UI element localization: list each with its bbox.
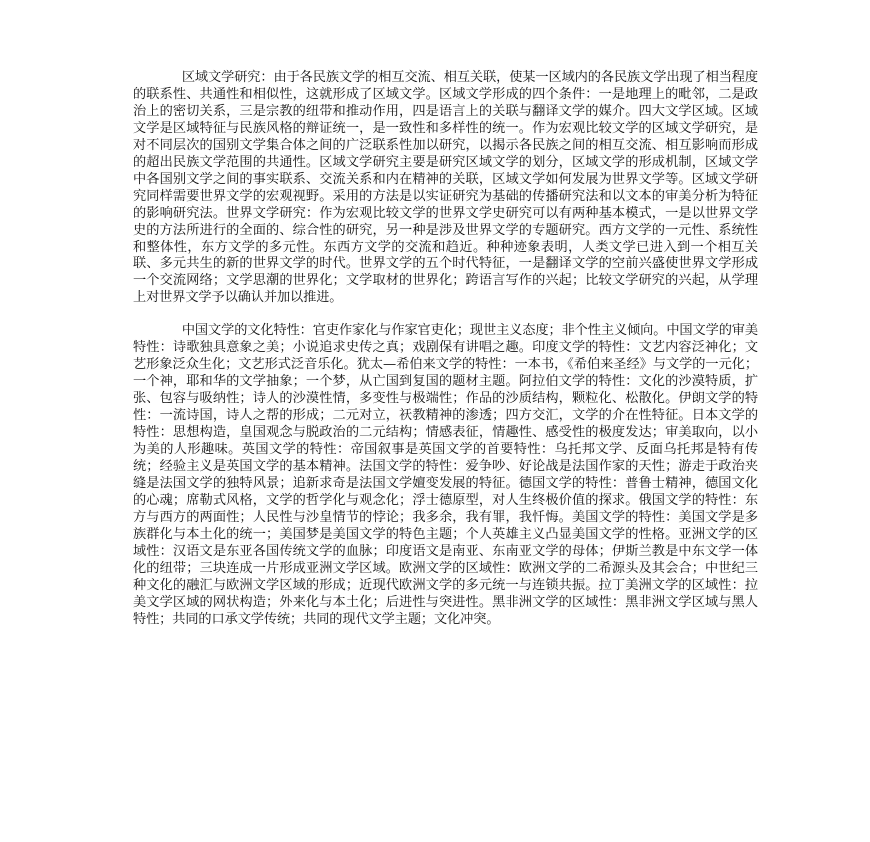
- document-page: [133, 70, 758, 629]
- paragraph-national-literature-traits: 中国文学的文化特性：官吏作家化与作家官吏化；现世主义态度；非个性主义倾向。中国文学的审美特性：诗歌独具意象之美；小说追求史传之真；戏剧保有讲唱之趣。印度文学的特性：文艺内容泛神化；文艺形象泛众生化；文艺形式泛音乐化。犹太—希伯来文学的特性：一本书，《希伯来圣经》与文学的一元化；一个神，耶和华的文学抽象；一个梦，从亡国到复国的题材主题。阿拉伯文学的特性：文化的沙漠特质，扩张、包容与吸纳性；诗人的沙漠性情，多变性与极端性；作品的沙质结构，颗粒化、松散化。伊朗文学的特性：一流诗国，诗人之帮的形成；二元对立，祆教精神的渗透；四方交汇，文学的介在性特征。日本文学的特性：思想构造，皇国观念与脱政治的二元结构；情感表征，情趣性、感受性的极度发达；审美取向，以小为美的人形趣味。英国文学的特性：帝国叙事是英国文学的首要特性：乌托邦文学、反面乌托邦是特有传统；经验主义是英国文学的基本精神。法国文学的特性：爱争吵、好论战是法国作家的天性；游走于政治夹缝是法国文学的独特风景；追新求奇是法国文学嬗变发展的特征。德国文学的特性：普鲁士精神，德国文化的心魂；席勒式风格，文学的哲学化与观念化；浮士德原型，对人生终极价值的探求。俄国文学的特性：东方与西方的两面性；人民性与沙皇情节的悖论；我多余，我有罪，我忏悔。美国文学的特性：美国文学是多族群化与本土化的统一；美国梦是美国文学的特色主题；个人英雄主义凸显美国文学的性格。亚洲文学的区域性：汉语文是东亚各国传统文学的血脉；印度语文是南亚、东南亚文学的母体；伊斯兰教是中东文学一体化的纽带；三块连成一片形成亚洲文学区域。欧洲文学的区域性：欧洲文学的二希源头及其会合；中世纪三种文化的融汇与欧洲文学区域的形成；近现代欧洲文学的多元统一与连锁共振。拉丁美洲文学的区域性：拉美文学区域的网状构造；外来化与本土化；后进性与突进性。黑非洲文学的区域性：黑非洲文学区域与黑人特性；共同的口承文学传统；共同的现代文学主题；文化冲突。: [133, 323, 758, 627]
- paragraph-regional-literature: 区域文学研究：由于各民族文学的相互交流、相互关联，使某一区域内的各民族文学出现了相当程度的联系性、共通性和相似性，这就形成了区域文学。区域文学形成的四个条件：一是地理上的毗邻，二是政治上的密切关系，三是宗教的纽带和推动作用，四是语言上的关联与翻译文学的媒介。四大文学区域。区域文学是区域特征与民族风格的辩证统一，是一致性和多样性的统一。作为宏观比较文学的区域文学研究，是对不同层次的国别文学集合体之间的广泛联系性加以研究，以揭示各民族之间的相互交流、相互影响而形成的超出民族文学范围的共通性。区域文学研究主要是研究区域文学的划分，区域文学的形成机制，区域文学中各国别文学之间的事实联系、交流关系和内在精神的关联，区域文学如何发展为世界文学等。区域文学研究同样需要世界文学的宏观视野。采用的方法是以实证研究为基础的传播研究法和以文本的审美分析为特征的影响研究法。世界文学研究：作为宏观比较文学的世界文学史研究可以有两种基本模式，一是以世界文学史的方法所进行的全面的、综合性的研究，另一种是涉及世界文学的专题研究。西方文学的一元性、系统性和整体性，东方文学的多元性。东西方文学的交流和趋近。种种迹象表明，人类文学已进入到一个相互关联、多元共生的新的世界文学的时代。世界文学的五个时代特征，一是翻译文学的空前兴盛使世界文学形成一个交流网络；文学思潮的世界化；文学取材的世界化；跨语言写作的兴起；比较文学研究的兴起，从学理上对世界文学予以确认并加以推进。: [133, 70, 758, 306]
